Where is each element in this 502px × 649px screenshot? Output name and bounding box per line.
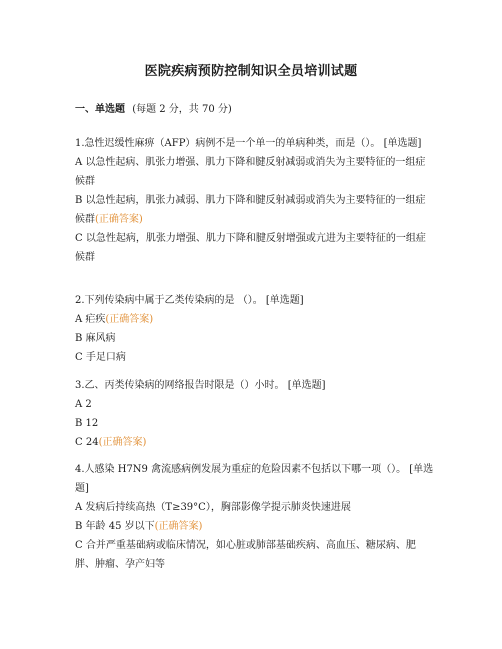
question-4 — [75, 460, 435, 574]
section-label: 一、单选题 — [75, 104, 125, 115]
correct-answer-tag: (正确答案) — [95, 214, 143, 225]
page-title: 医院疾病预防控制知识全员培训试题 — [144, 64, 358, 79]
correct-answer-tag: (正确答案) — [154, 521, 203, 532]
correct-answer-tag: (正确答案) — [105, 314, 154, 325]
correct-answer-tag: (正确答案) — [98, 437, 147, 448]
option-c: C 以急性起病，肌张力增强、肌力下降和腱反射增强或亢进为主要特征的一组症候群 — [75, 233, 426, 263]
option-a: A 发病后持续高热（T≥39°C），胸部影像学提示肺炎快速进展 — [75, 502, 351, 513]
section-note: (每题 2 分，共 70 分) — [132, 104, 232, 115]
option-c: C 合并严重基础病或临床情况，如心脏或肺部基础疾病、高血压、糖尿病、肥胖、肿瘤、孕产妇等 — [75, 540, 416, 570]
option-c: C 手足口病 — [75, 352, 126, 363]
question-1 — [75, 134, 435, 267]
question-stem: 1.急性迟缓性麻痹（AFP）病例不是一个单一的单病种类，而是（）。 [单选题] — [75, 138, 422, 149]
question-stem: 3.乙、丙类传染病的网络报告时限是（）小时。 [单选题] — [75, 380, 326, 391]
option-a: A 疟疾(正确答案) — [75, 314, 154, 325]
question-2 — [75, 291, 435, 367]
question-stem: 2.下列传染病中属于乙类传染病的是 （）。 [单选题] — [75, 295, 304, 306]
option-b: B 麻风病 — [75, 333, 116, 344]
option-a: A 以急性起病、肌张力增强、肌力下降和腱反射减弱或消失为主要特征的一组症候群 — [75, 157, 426, 187]
option-c: C 24(正确答案) — [75, 437, 147, 448]
question-3 — [75, 376, 435, 452]
option-b: B 年龄 45 岁以下(正确答案) — [75, 521, 203, 532]
option-b: B 以急性起病，肌张力减弱、肌力下降和腱反射减弱或消失为主要特征的一组症候群(正确答案) — [75, 195, 426, 225]
option-b: B 12 — [75, 418, 99, 429]
option-a: A 2 — [75, 399, 92, 410]
question-stem: 4.人感染 H7N9 禽流感病例发展为重症的危险因素不包括以下哪一项（）。 [单选题] — [75, 464, 434, 494]
section-header — [75, 100, 232, 115]
